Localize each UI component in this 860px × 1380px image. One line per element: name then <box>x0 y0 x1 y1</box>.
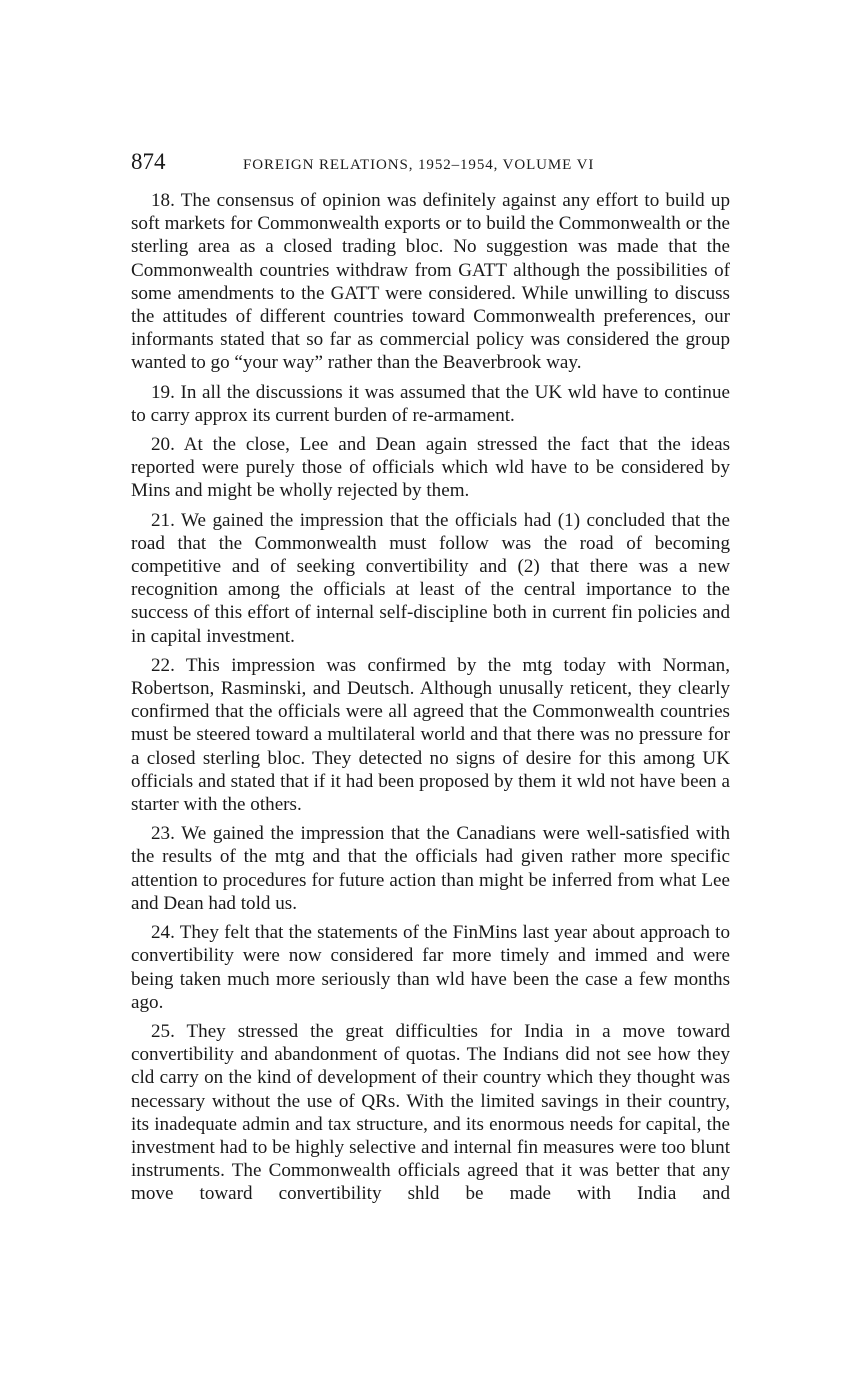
paragraph-20 <box>131 433 730 503</box>
paragraph-21-text: 21. We gained the impression that the officials had (1) concluded that the road that the Commonwealth must follow was the road of becoming competitive and of seeking convertibility and (2) that there was a new recognition among the officials at least of the central importance to the success of this effort of internal self-discipline both in current fin policies and in capital investment. <box>131 509 730 647</box>
paragraph-18-text: 18. The consensus of opinion was definitely against any effort to build up soft markets for Commonwealth exports or to build the Commonwealth or the sterling area as a closed trading bloc. No suggestion was made that the Commonwealth countries withdraw from GATT although the possibilities of some amendments to the GATT were considered. While unwilling to discuss the attitudes of different countries toward Commonwealth preferences, our informants stated that so far as commercial policy was considered the group wanted to go “your way” rather than the Beaverbrook way. <box>131 190 730 374</box>
paragraph-25 <box>131 1020 730 1206</box>
running-title: FOREIGN RELATIONS, 1952–1954, VOLUME VI <box>243 157 595 173</box>
paragraph-24-text: 24. They felt that the statements of the FinMins last year about approach to convertibility were now considered far more timely and immed and were being taken much more seriously than wld have been the case a few months ago. <box>131 922 730 1013</box>
paragraph-23 <box>131 822 730 915</box>
paragraph-24 <box>131 921 730 1014</box>
paragraph-21 <box>131 509 730 648</box>
paragraph-23-text: 23. We gained the impression that the Canadians were well-satisfied with the results of the mtg and that the officials had given rather more specific attention to procedures for future action than might be inferred from what Lee and Dean had told us. <box>131 823 730 914</box>
running-head <box>131 150 731 178</box>
page-number: 874 <box>131 149 166 174</box>
paragraph-20-text: 20. At the close, Lee and Dean again stressed the fact that the ideas reported were purely those of officials which wld have to be considered by Mins and might be wholly rejected by them. <box>131 434 730 502</box>
paragraph-18 <box>131 189 730 375</box>
paragraph-25-text: 25. They stressed the great difficulties for India in a move toward convertibility and abandonment of quotas. The Indians did not see how they cld carry on the kind of development of their country which they thought was necessary without the use of QRs. With the limited savings in their country, its inadequate admin and tax structure, and its enormous needs for capital, the investment had to be highly selective and internal fin measures were too blunt instruments. The Commonwealth officials agreed that it was better that any move toward convertibility shld be made with India and <box>131 1020 730 1205</box>
paragraph-19 <box>131 381 730 427</box>
paragraph-22 <box>131 654 730 816</box>
paragraph-22-text: 22. This impression was confirmed by the mtg today with Norman, Robertson, Rasminski, and Deutsch. Although unusally reticent, they clearly confirmed that the officials were all agreed that the Commonwealth countries must be steered toward a multilateral world and that there was no pressure for a closed sterling bloc. They detected no signs of desire for this among UK officials and stated that if it had been proposed by them it wld not have been a starter with the others. <box>131 654 730 816</box>
body-text <box>131 189 730 1212</box>
paragraph-19-text: 19. In all the discussions it was assumed that the UK wld have to continue to carry approx its current burden of re-armament. <box>131 381 730 426</box>
